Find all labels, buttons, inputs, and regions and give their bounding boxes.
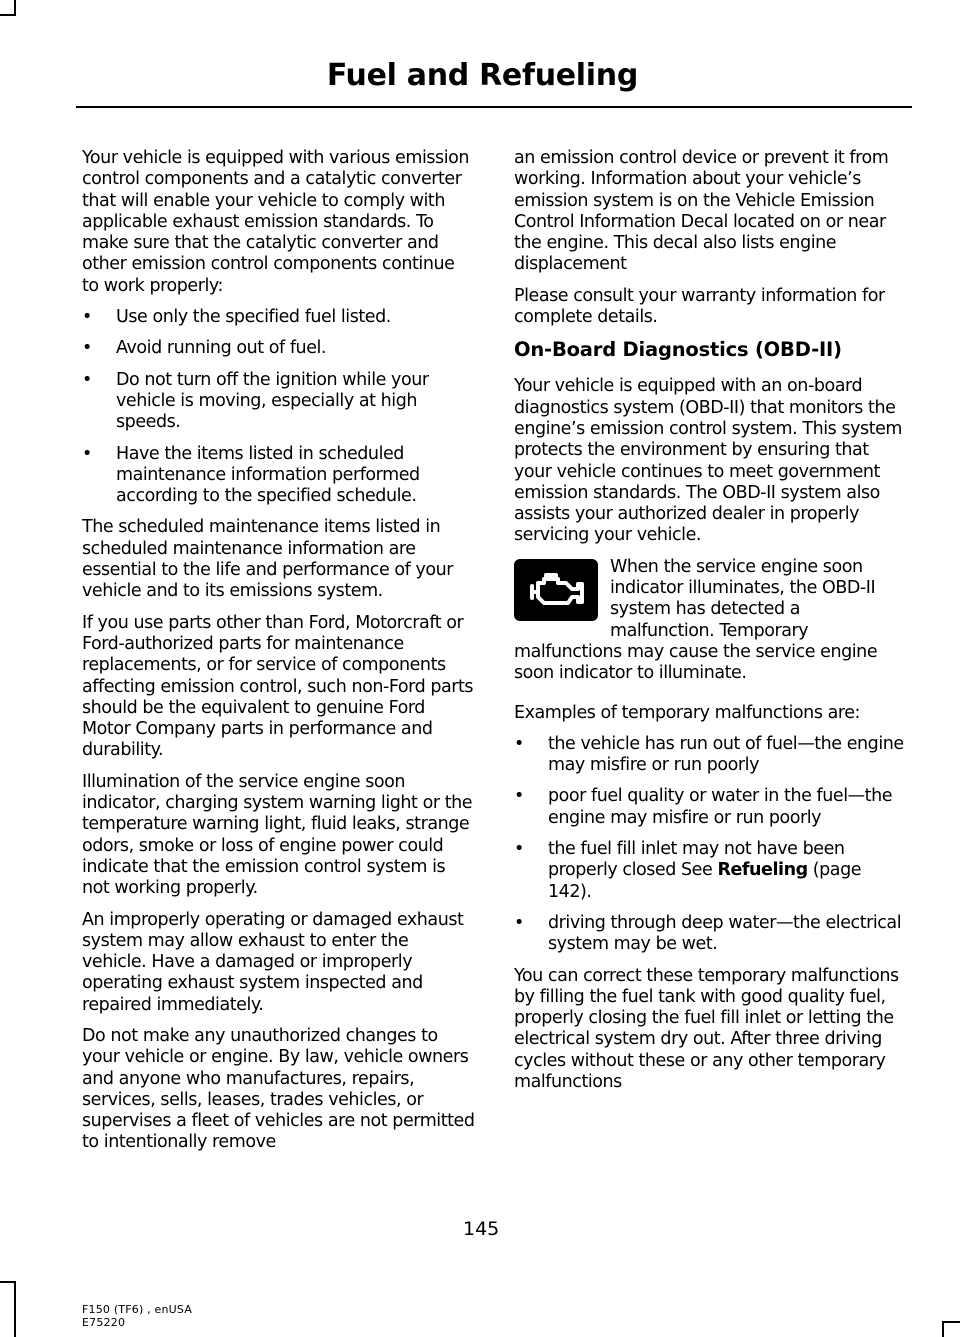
bullet: • bbox=[514, 912, 524, 933]
warranty-paragraph: Please consult your warranty information for complete details. bbox=[514, 285, 885, 328]
emission-tips-list bbox=[82, 307, 476, 507]
list-item bbox=[514, 839, 908, 903]
page-number: 145 bbox=[463, 1218, 500, 1240]
list-item-text: Use only the specified fuel listed. bbox=[116, 307, 391, 328]
exhaust-paragraph: An improperly operating or damaged exhaust system may allow exhaust to enter the vehicle. Have a damaged or improperly operating exhaust system inspected and repaired immediately. bbox=[82, 909, 464, 1015]
crop-mark-top-left-h bbox=[0, 14, 16, 16]
footer-code: E75220 bbox=[82, 1316, 126, 1329]
list-item-text: poor fuel quality or water in the fuel—the engine may misfire or run poorly bbox=[548, 786, 893, 828]
right-column bbox=[514, 148, 908, 1103]
decal-paragraph: an emission control device or prevent it from working. Information about your vehicle’s emission system is on the Vehicle Emission Control Information Decal located on or near the engine. This decal also lists engine displacement bbox=[514, 148, 889, 275]
footer-edition: F150 (TF6) , enUSA bbox=[82, 1303, 193, 1316]
temporary-malfunctions-list bbox=[514, 734, 908, 956]
changes-paragraph: Do not make any unauthorized changes to your vehicle or engine. By law, vehicle owners and anyone who manufactures, repairs, services, sells, leases, trades vehicles, or supervises a fleet of vehicles are not permitted to intentionally remove bbox=[82, 1025, 475, 1153]
list-item bbox=[82, 307, 476, 328]
crop-mark-bottom-left-v bbox=[14, 1281, 16, 1337]
header-divider bbox=[76, 106, 912, 108]
crop-mark-bottom-left-h bbox=[0, 1281, 16, 1283]
bullet: • bbox=[514, 839, 524, 860]
list-item-text-post: (page 142). bbox=[548, 860, 862, 902]
page-title: Fuel and Refueling bbox=[326, 58, 638, 93]
crop-mark-bottom-right-v bbox=[942, 1321, 944, 1337]
footer bbox=[82, 1303, 192, 1329]
obd-heading: On-Board Diagnostics (OBD-II) bbox=[514, 338, 842, 362]
obd-paragraph: Your vehicle is equipped with an on-board diagnostics system (OBD-II) that monitors the engine’s emission control system. This system protects the environment by ensuring that your vehicle continues to meet government emission standards. The OBD-II system also assists your authorized dealer in properly servicing your vehicle. bbox=[514, 376, 903, 546]
list-item-text-pre: the fuel fill inlet may not have been properly closed See bbox=[548, 839, 845, 881]
parts-paragraph: If you use parts other than Ford, Motorcraft or Ford-authorized parts for maintenance replacements, or for service of components affecting emission control, such non-Ford parts should be the equivalent to genuine Ford Motor Company parts in performance and durability. bbox=[82, 612, 474, 761]
list-item bbox=[514, 913, 908, 956]
maintenance-paragraph: The scheduled maintenance items listed in scheduled maintenance information are essential to the life and performance of your vehicle and to its emissions system. bbox=[82, 517, 454, 602]
indicator-block bbox=[514, 557, 908, 685]
list-item bbox=[82, 370, 476, 434]
list-item-text: the vehicle has run out of fuel—the engine may misfire or run poorly bbox=[548, 733, 904, 776]
crop-mark-bottom-right-h bbox=[942, 1321, 960, 1323]
bullet: • bbox=[82, 369, 92, 390]
examples-intro: Examples of temporary malfunctions are: bbox=[514, 702, 861, 723]
list-item-text: Have the items listed in scheduled maintenance information performed according to the specified schedule. bbox=[116, 443, 420, 507]
bullet: • bbox=[82, 307, 92, 328]
list-item bbox=[514, 734, 908, 777]
list-item bbox=[82, 444, 476, 508]
list-item bbox=[514, 786, 908, 829]
list-item-text: driving through deep water—the electrical system may be wet. bbox=[548, 912, 902, 955]
refueling-link[interactable]: Refueling bbox=[717, 860, 808, 881]
bullet: • bbox=[514, 786, 524, 807]
indicator-paragraph: When the service engine soon indicator illuminates, the OBD-II system has detected a malfunction. Temporary malfunctions may cause the service engine soon indicator to illuminate. bbox=[514, 556, 878, 684]
bullet: • bbox=[514, 733, 524, 754]
check-engine-icon-graphic bbox=[524, 569, 588, 611]
bullet: • bbox=[82, 338, 92, 359]
list-item bbox=[82, 338, 476, 359]
left-column bbox=[82, 148, 476, 1164]
correction-paragraph: You can correct these temporary malfunctions by filling the fuel tank with good quality fuel, properly closing the fuel fill inlet or letting the electrical system dry out. After three driving cycles without these or any other temporary malfunctions bbox=[514, 965, 899, 1092]
list-item-text: Avoid running out of fuel. bbox=[116, 338, 327, 359]
bullet: • bbox=[82, 443, 92, 464]
intro-paragraph: Your vehicle is equipped with various emission control components and a catalytic converter that will enable your vehicle to comply with applicable exhaust emission standards. To make sure that the catalytic converter and other emission control components continue to work properly: bbox=[82, 148, 470, 296]
list-item-text: Do not turn off the ignition while your vehicle is moving, especially at high speeds. bbox=[116, 369, 429, 433]
check-engine-icon bbox=[514, 559, 598, 621]
warning-paragraph: Illumination of the service engine soon indicator, charging system warning light or the temperature warning light, fluid leaks, strange odors, smoke or loss of engine power could indicate that the emission control system is not working properly. bbox=[82, 771, 473, 899]
